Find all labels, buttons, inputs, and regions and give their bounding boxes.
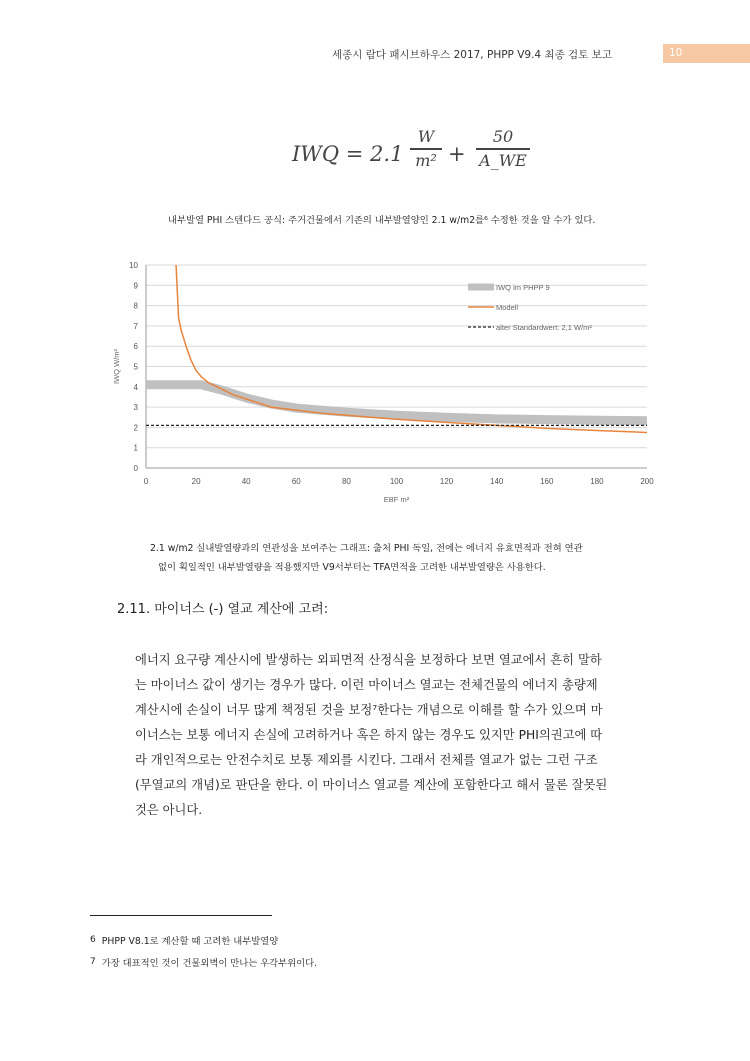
formula-frac2-bar <box>476 148 530 150</box>
y-tick-label: 9 <box>133 281 138 291</box>
x-tick-label: 180 <box>590 477 604 486</box>
y-tick-label: 2 <box>133 423 138 433</box>
y-tick-label: 1 <box>133 443 138 453</box>
body-line: (무열교의 개념)로 판단을 한다. 이 마이너스 열교를 계산에 포함한다고 해서 물론 잘못된 <box>135 778 608 792</box>
chart-caption-line-2: 없이 획일적인 내부발열량을 적용했지만 V9서부터는 TFA면적을 고려한 내부발열량은 사용한다. <box>158 562 546 573</box>
body-line: 이너스는 보통 에너지 손실에 고려하거나 혹은 하지 않는 경우도 있지만 PHI의권고에 따 <box>135 728 603 742</box>
legend-label: alter Standardwert: 2,1 W/m² <box>496 323 592 332</box>
formula-fraction-1 <box>410 128 442 170</box>
body-line: 에너지 요구량 계산시에 발생하는 외피면적 산정식을 보정하다 보면 열교에서 흔히 말하 <box>135 653 602 667</box>
formula-frac1-denominator: m² <box>415 150 437 170</box>
footnote-7 <box>90 955 317 969</box>
legend-label: IWQ im PHPP 9 <box>496 283 550 292</box>
body-line: 계산시에 손실이 너무 많게 책정된 것을 보정⁷한다는 개념으로 이해를 할 수가 있으며 마 <box>135 703 603 717</box>
y-tick-label: 4 <box>133 382 138 392</box>
legend-label: Modell <box>496 303 519 312</box>
x-tick-label: 80 <box>341 477 351 486</box>
chart-caption-line-1: 2.1 w/m2 실내발열량과의 연관성을 보여주는 그래프: 출처 PHI 독일, 전에는 에너지 유효면적과 전혀 연관 <box>150 543 583 554</box>
body-paragraph <box>135 648 665 823</box>
x-tick-label: 200 <box>640 477 654 486</box>
section-number: 2.11. <box>117 602 151 617</box>
footnote-mark: 7 <box>90 957 96 967</box>
y-tick-label: 5 <box>133 362 138 372</box>
y-tick-label: 7 <box>133 321 138 331</box>
series-line-1 <box>146 385 647 421</box>
y-tick-label: 6 <box>133 342 138 352</box>
x-tick-label: 100 <box>389 477 404 486</box>
y-tick-label: 10 <box>129 261 138 270</box>
footnote-rule <box>90 915 272 916</box>
header-title: 세종시 람다 패시브하우스 2017, PHPP V9.4 최종 검토 보고 <box>332 49 612 61</box>
x-tick-label: 60 <box>291 477 301 486</box>
formula-frac1-bar <box>410 148 442 150</box>
formula-fraction-2 <box>476 128 530 170</box>
x-tick-label: 120 <box>439 477 454 486</box>
iwq-chart <box>103 252 663 512</box>
page-number: 10 <box>669 47 683 59</box>
section-title: 마이너스 (-) 열교 계산에 고려: <box>154 602 329 617</box>
x-tick-label: 0 <box>143 477 149 486</box>
y-tick-label: 3 <box>133 403 138 413</box>
body-line: 라 개인적으로는 안전수치로 보통 제외를 시킨다. 그래서 전체를 열교가 없는 그런 구조 <box>135 753 598 767</box>
formula-caption: 내부발열 PHI 스텐다드 공식: 주거건물에서 기존의 내부발열양인 2.1 w/m2를⁶ 수정한 것을 알 수가 있다. <box>168 215 596 226</box>
section-heading <box>117 598 328 617</box>
y-axis-label: IWQ W/m² <box>112 349 121 384</box>
formula-lhs: IWQ = 2.1 <box>292 142 404 166</box>
body-line: 는 마이너스 값이 생기는 경우가 많다. 이런 마이너스 열교는 전체건물의 에너지 총량제 <box>135 678 598 692</box>
footnote-text: PHPP V8.1로 계산할 때 고려한 내부발열양 <box>101 936 279 947</box>
footnote-6 <box>90 933 278 947</box>
iwq-formula <box>292 128 542 190</box>
footnote-mark: 6 <box>90 935 96 945</box>
x-tick-label: 140 <box>490 477 504 486</box>
x-tick-label: 20 <box>191 477 201 486</box>
x-tick-label: 160 <box>540 477 554 486</box>
body-line: 것은 아니다. <box>135 803 203 817</box>
formula-frac2-denominator: A_WE <box>479 150 527 170</box>
formula-frac1-numerator: W <box>417 127 435 146</box>
y-tick-label: 0 <box>133 464 138 473</box>
formula-plus: + <box>448 142 466 166</box>
footnote-text: 가장 대표적인 것이 건물외벽이 만나는 우각부위이다. <box>101 958 318 969</box>
formula-frac2-numerator: 50 <box>492 127 514 146</box>
x-axis-label: EBF m² <box>383 495 410 504</box>
x-tick-label: 40 <box>241 477 251 486</box>
y-tick-label: 8 <box>133 301 138 311</box>
